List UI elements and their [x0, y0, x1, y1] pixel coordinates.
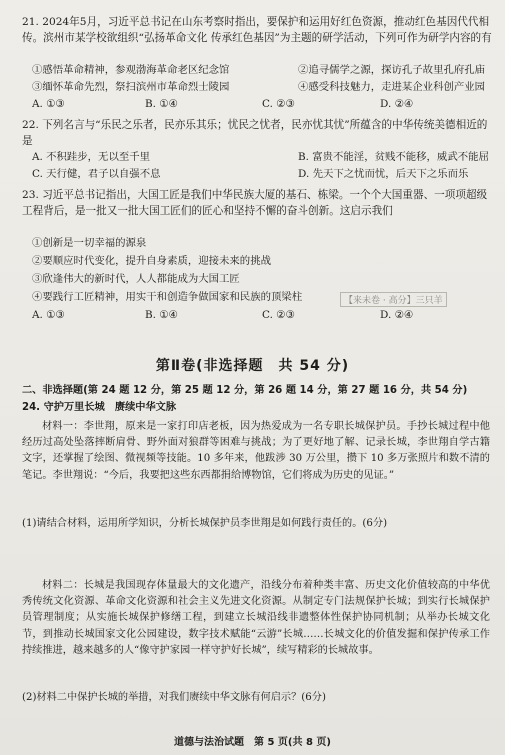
q23-answer-a: A. ①③ — [32, 309, 65, 321]
question-23-stem: 23. 习近平总书记指出，大国工匠是我们中华民族大厦的基石、栋梁。一个个大国重器、一项项超级工程背后，是一批又一批大国工匠们的匠心和坚持不懈的奋斗创新。这启示我们 — [22, 189, 488, 217]
q21-answer-a: A. ①③ — [32, 98, 65, 110]
q21-option-3: ③缅怀革命先烈，祭扫滨州市革命烈士陵园 — [32, 81, 230, 93]
q22-option-c: C. 天行健，君子以自强不息 — [32, 168, 161, 180]
q23-answer-d: D. ②④ — [380, 309, 414, 321]
q21-answer-d: D. ②④ — [380, 98, 414, 110]
q22-option-b: B. 富贵不能淫，贫贱不能移，威武不能屈 — [298, 151, 489, 163]
section-heading: 二、非选择题(第 24 题 12 分，第 25 题 12 分，第 26 题 14 分，第 27 题 16 分，共 54 分) — [22, 385, 468, 396]
material-two-text: 材料二：长城是我国现存体量最大的文化遗产，沿线分布着种类丰富、历史文化价值较高的中华优秀传统文化资源、革命文化资源和社会主义先进文化资源。从制定专门法规保护长城；到实行长城保护员管理制度；从实施长城保护修缮工程，到建立长城沿线非遗整体性保护协同机制；从举办长城文化节，到推动长城国家文化公园建设，数字技术赋能“云游”长城……长城文化的价值发掘和保护传承工作持续推进，越来越多的人“像守护家园一样守护好长城”，续写精彩的长城故事。 — [22, 580, 490, 656]
part-two-title: 第Ⅱ卷(非选择题 共 54 分) — [155, 358, 350, 374]
q21-option-1: ①感悟革命精神，参观渤海革命老区纪念馆 — [32, 64, 230, 76]
question-24-title: 24. 守护万里长城 赓续中华文脉 — [22, 402, 177, 413]
q23-answer-c: C. ②③ — [262, 309, 295, 321]
q23-option-3: ③欣逢伟大的新时代，人人都能成为大国工匠 — [32, 273, 240, 285]
q23-option-1: ①创新是一切幸福的源泉 — [32, 237, 147, 249]
page-footer: 道德与法治试题 第 5 页(共 8 页) — [174, 737, 331, 748]
question-24-part-2: (2)材料二中保护长城的举措，对我们赓续中华文脉有何启示？(6分) — [22, 692, 326, 703]
question-22-stem: 22. 下列名言与“乐民之乐者，民亦乐其乐；忧民之忧者，民亦忧其忧”所蕴含的中华传统美德相近的是 — [22, 119, 488, 147]
q23-answer-b: B. ①④ — [145, 309, 178, 321]
watermark-stamp: 【来未卷 · 高分】三只羊 — [340, 292, 447, 307]
q23-option-4: ④要践行工匠精神，用实干和创造争做国家和民族的顶梁柱 — [32, 291, 303, 303]
q22-option-a: A. 不积跬步，无以至千里 — [32, 151, 151, 163]
q23-option-2: ②要顺应时代变化，提升自身素质，迎接未来的挑战 — [32, 255, 271, 267]
q21-option-4: ④感受科技魅力，走进某企业科创产业园 — [298, 81, 486, 93]
q21-answer-c: C. ②③ — [262, 98, 295, 110]
material-one-text: 材料一：李世翔，原来是一家打印店老板，因为热爱成为一名专职长城保护员。手抄长城过程中他经历过高处坠落摔断肩骨、野外面对狼群等困难与挑战；为了更好地了解、记录长城，李世翔自学古籍文字，还掌握了绘图、微视频等技能。10 多年来，他跋涉 30 万公里，攒下 10 多万张照片和数不清的笔记。李世翔说：“今后，我要把这些东西都捐给博物馆，它们将成为历史的见证。” — [22, 421, 490, 481]
q21-option-2: ②追寻儒学之源，探访孔子故里孔府孔庙 — [298, 64, 486, 76]
q22-option-d: D. 先天下之忧而忧，后天下之乐而乐 — [298, 168, 469, 180]
question-24-part-1: (1)请结合材料，运用所学知识，分析长城保护员李世翔是如何践行责任的。(6分) — [22, 518, 388, 529]
question-21-stem: 21. 2024年5月，习近平总书记在山东考察时指出，要保护和运用好红色资源，推动红色基因代代相传。滨州市某学校欲组织“弘扬革命文化 传承红色基因”为主题的研学活动，下列可作为研学内容的有 — [22, 16, 492, 44]
q21-answer-b: B. ①④ — [145, 98, 178, 110]
